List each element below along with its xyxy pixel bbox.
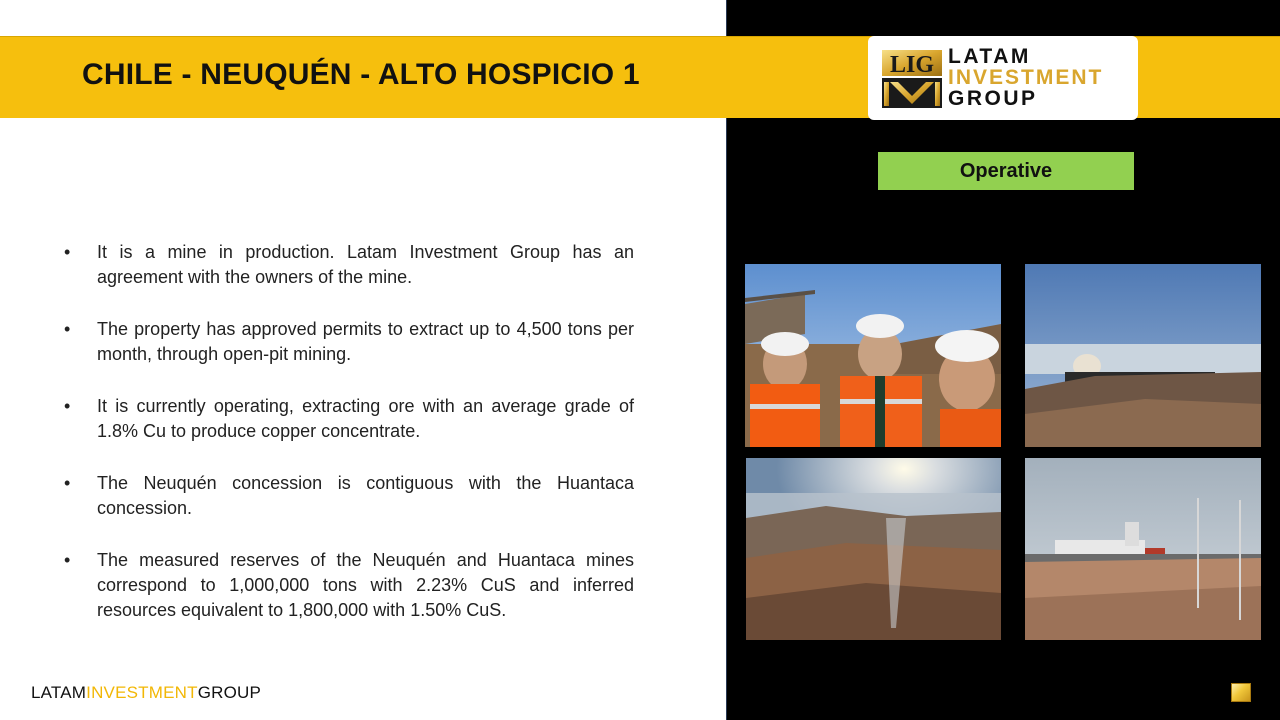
workers-photo-image: [745, 264, 1001, 447]
bullet-text: The Neuquén concession is contiguous with the Huantaca concession.: [97, 473, 634, 518]
site-photo-image: [1025, 458, 1261, 640]
bullet-text: The measured reserves of the Neuquén and Huantaca mines correspond to 1,000,000 tons with 2.23% CuS and inferred resources equivalent to 1,800,000 with 1.50% CuS.: [97, 550, 634, 620]
camp-photo: [1025, 264, 1261, 447]
site-photo: [1025, 458, 1261, 640]
bullet-list: [64, 240, 634, 650]
footer-brand-latam: LATAM: [31, 683, 87, 702]
gold-square-icon: [1231, 683, 1251, 702]
bullet-item: [64, 317, 634, 367]
slide-title: CHILE - NEUQUÉN - ALTO HOSPICIO 1: [82, 58, 640, 91]
bullet-icon: •: [64, 242, 71, 262]
footer-brand-investment: INVESTMENT: [86, 683, 198, 702]
bullet-item: [64, 240, 634, 290]
bullet-item: [64, 394, 634, 444]
landscape-photo: [746, 458, 1001, 640]
bullet-item: [64, 548, 634, 623]
bullet-text: It is currently operating, extracting ore with an average grade of 1.8% Cu to produce copper concentrate.: [97, 396, 634, 441]
logo-text-group: GROUP: [948, 87, 1038, 110]
bullet-icon: •: [64, 319, 71, 339]
landscape-photo-image: [746, 458, 1001, 640]
bullet-text: The property has approved permits to extract up to 4,500 tons per month, through open-pit mining.: [97, 319, 634, 364]
lig-monogram-icon: [880, 46, 944, 110]
footer-brand-group: GROUP: [197, 683, 262, 702]
bullet-icon: •: [64, 396, 71, 416]
logo-text-latam: LATAM: [948, 45, 1031, 68]
logo-text-investment: INVESTMENT: [948, 66, 1104, 89]
workers-photo: [745, 264, 1001, 447]
bullet-item: [64, 471, 634, 521]
status-badge: Operative: [878, 152, 1134, 190]
bullet-text: It is a mine in production. Latam Investment Group has an agreement with the owners of the mine.: [97, 242, 634, 287]
camp-photo-image: [1025, 264, 1261, 447]
company-logo: [868, 36, 1138, 120]
bullet-icon: •: [64, 550, 71, 570]
svg-text:LIG: LIG: [889, 52, 935, 78]
bullet-icon: •: [64, 473, 71, 493]
footer-brand: [31, 683, 261, 703]
